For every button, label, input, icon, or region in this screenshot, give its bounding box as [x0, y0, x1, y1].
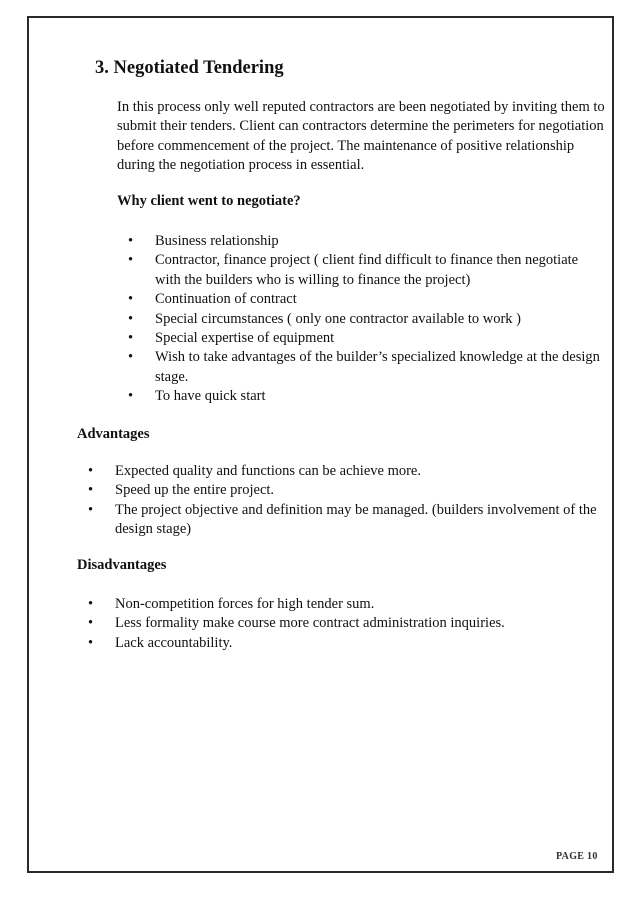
section-heading: 3. Negotiated Tendering [95, 58, 284, 78]
intro-paragraph: In this process only well reputed contractors are been negotiated by inviting them to submit their tenders. Client can contractors determine the perimeters for negotiation before commencement of the project. The maintenance of positive relationship during the negotiation process in essential. [117, 99, 605, 174]
list-item: • Lack accountability. [77, 634, 605, 653]
list-item: • Wish to take advantages of the builder’s specialized knowledge at the design stage. [117, 348, 607, 387]
advantages-list [77, 462, 605, 540]
list-item: • Special expertise of equipment [117, 329, 607, 348]
question-heading: Why client went to negotiate? [117, 193, 301, 209]
list-item: • Special circumstances ( only one contractor available to work ) [117, 310, 607, 329]
disadvantages-heading: Disadvantages [77, 557, 167, 573]
list-item: • Less formality make course more contract administration inquiries. [77, 614, 605, 633]
list-item: • Non-competition forces for high tender sum. [77, 595, 605, 614]
list-item: • The project objective and definition may be managed. (builders involvement of the design stage) [77, 501, 605, 540]
list-item: • Contractor, finance project ( client find difficult to finance then negotiate with the builders who is willing to finance the project) [117, 251, 607, 290]
page-number: PAGE 10 [556, 851, 598, 862]
disadvantages-list [77, 595, 605, 653]
list-item: • Expected quality and functions can be achieve more. [77, 462, 605, 481]
list-item: • Continuation of contract [117, 290, 607, 309]
list-item: • Business relationship [117, 232, 607, 251]
advantages-heading: Advantages [77, 426, 150, 442]
list-item: • To have quick start [117, 387, 607, 406]
reasons-list [117, 232, 607, 407]
list-item: • Speed up the entire project. [77, 481, 605, 500]
